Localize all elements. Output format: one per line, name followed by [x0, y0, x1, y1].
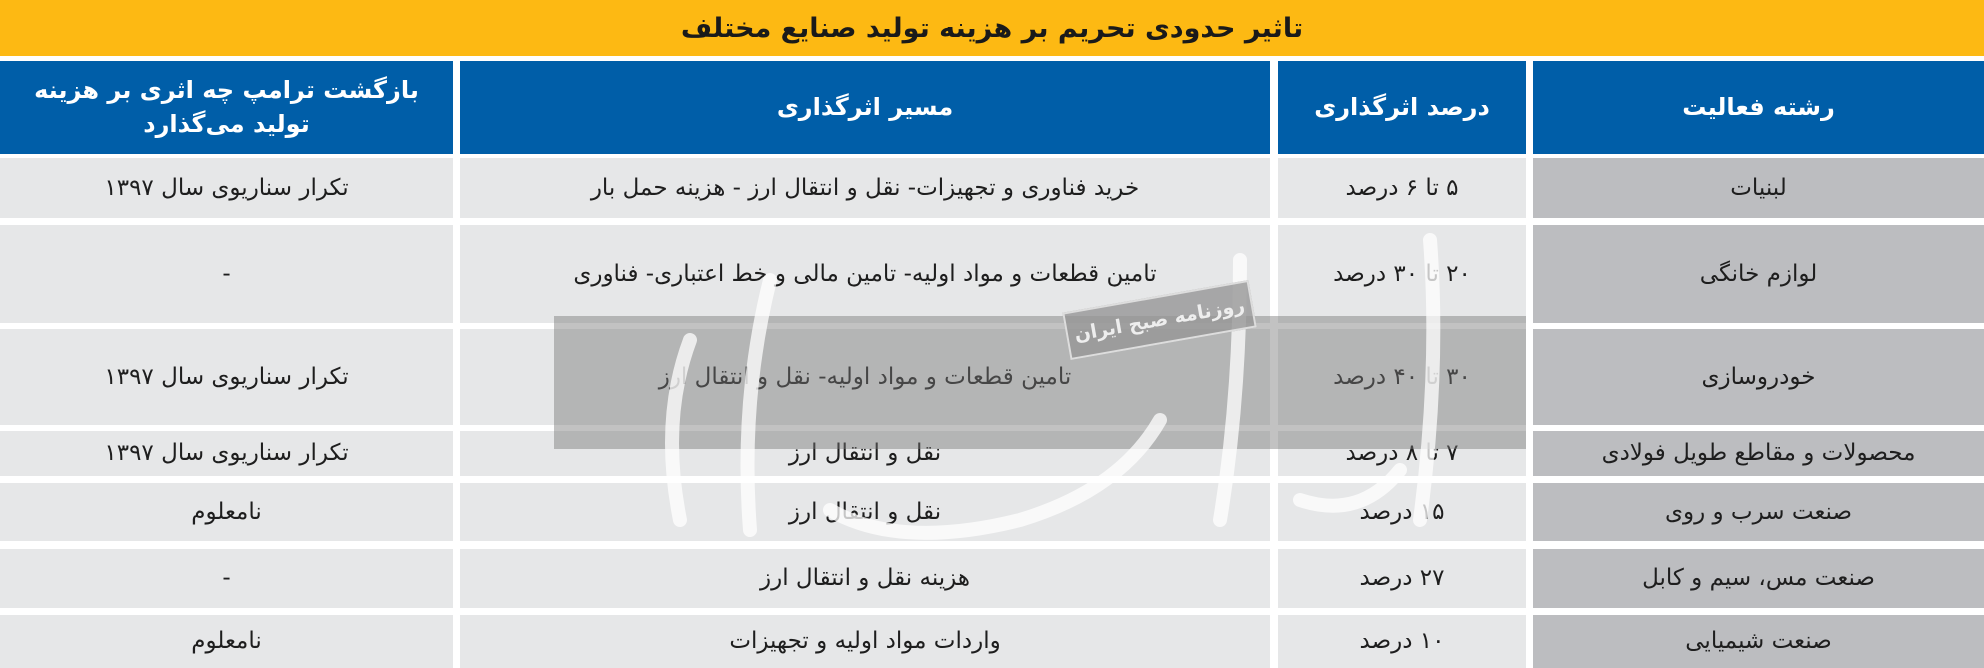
cell-path: خرید فناوری و تجهیزات- نقل و انتقال ارز - هزینه حمل بار	[460, 158, 1270, 218]
cell-trump: -	[0, 549, 453, 608]
cell-percent: ۲۷ درصد	[1278, 549, 1526, 608]
cell-percent: ۲۰ تا ۳۰ درصد	[1278, 225, 1526, 323]
header-activity: رشته فعالیت	[1533, 61, 1984, 154]
cell-activity: لبنیات	[1533, 158, 1984, 218]
cell-path: واردات مواد اولیه و تجهیزات	[460, 615, 1270, 668]
cell-path: تامین قطعات و مواد اولیه- نقل و انتقال ارز	[460, 329, 1270, 425]
table-title: تاثیر حدودی تحریم بر هزینه تولید صنایع مختلف	[0, 0, 1984, 56]
cell-path: نقل و انتقال ارز	[460, 483, 1270, 541]
cell-trump: -	[0, 225, 453, 323]
header-path: مسیر اثرگذاری	[460, 61, 1270, 154]
cell-activity: محصولات و مقاطع طویل فولادی	[1533, 431, 1984, 476]
cell-trump: تکرار سناریوی سال ۱۳۹۷	[0, 431, 453, 476]
header-trump: بازگشت ترامپ چه اثری بر هزینه تولید می‌گذارد	[0, 61, 453, 154]
cell-path: هزینه نقل و انتقال ارز	[460, 549, 1270, 608]
watermark-label: روزنامه صبح ایران	[1062, 280, 1256, 360]
cell-percent: ۷ تا ۸ درصد	[1278, 431, 1526, 476]
cell-percent: ۱۵ درصد	[1278, 483, 1526, 541]
cell-activity: صنعت سرب و روی	[1533, 483, 1984, 541]
cell-trump: تکرار سناریوی سال ۱۳۹۷	[0, 158, 453, 218]
cell-path: تامین قطعات و مواد اولیه- تامین مالی و خط اعتباری- فناوری	[460, 225, 1270, 323]
cell-activity: صنعت شیمیایی	[1533, 615, 1984, 668]
cell-percent: ۳۰ تا ۴۰ درصد	[1278, 329, 1526, 425]
cell-trump: تکرار سناریوی سال ۱۳۹۷	[0, 329, 453, 425]
cell-activity: لوازم خانگی	[1533, 225, 1984, 323]
cell-trump: نامعلوم	[0, 615, 453, 668]
header-percent: درصد اثرگذاری	[1278, 61, 1526, 154]
cell-trump: نامعلوم	[0, 483, 453, 541]
cell-activity: خودروسازی	[1533, 329, 1984, 425]
cell-percent: ۱۰ درصد	[1278, 615, 1526, 668]
cell-path: نقل و انتقال ارز	[460, 431, 1270, 476]
cell-percent: ۵ تا ۶ درصد	[1278, 158, 1526, 218]
cell-activity: صنعت مس، سیم و کابل	[1533, 549, 1984, 608]
